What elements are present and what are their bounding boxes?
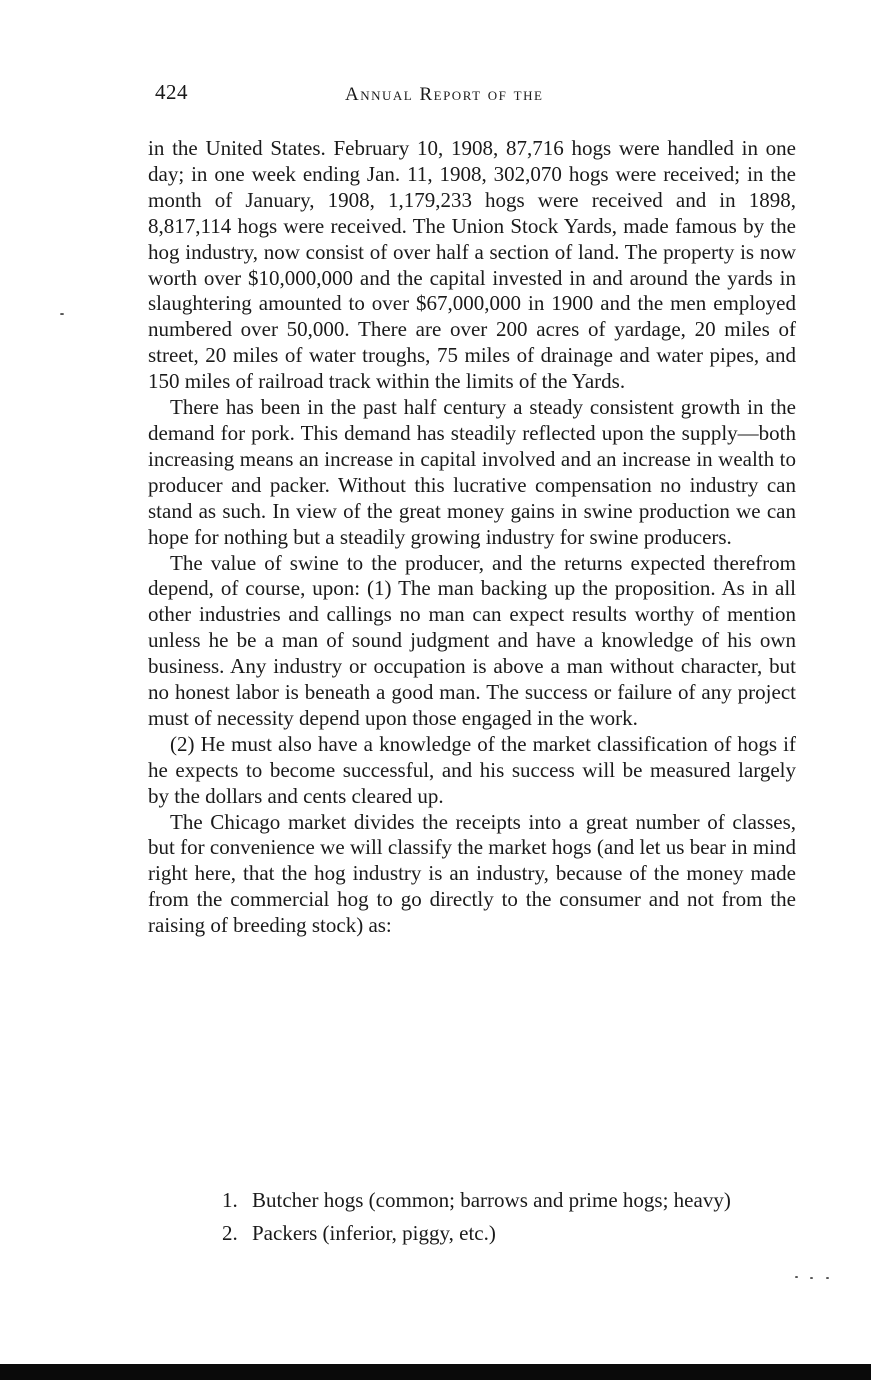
list-item-text: Butcher hogs (common; barrows and prime hogs; heavy) <box>252 1188 731 1212</box>
body-text <box>148 136 796 939</box>
paragraph-chicago-market: The Chicago market divides the receipts into a great number of classes, but for convenience we will classify the market hogs (and let us bear in mind right here, that the hog industry is an industry, because of the money made from the commercial hog to go directly to the consumer and not from the raising of breeding stock) as: <box>148 809 796 938</box>
list-item-number: 2. <box>222 1220 238 1245</box>
list-item <box>222 1188 784 1214</box>
hog-class-list <box>222 1188 784 1254</box>
paragraph-value-of-swine: The value of swine to the producer, and the returns expected therefrom depend, of course, upon: (1) The man backing up the proposition. As in all other industries and callings no man can expect results worthy of mention unless he be a man of sound judgment and have a knowledge of his own business. Any industry or occupation is above a man without character, but no honest labor is beneath a good man. The success or failure of any project must of necessity depend upon those engaged in the work. <box>148 550 796 730</box>
scan-border-bottom <box>0 1364 871 1380</box>
running-head: Annual Report of the <box>345 84 544 105</box>
paragraph-continuation: in the United States. February 10, 1908, 87,716 hogs were handled in one day; in one week ending Jan. 11, 1908, 302,070 hogs were received; in the month of January, 1908, 1,179,233 hogs were received and in 1898, 8,817,114 hogs were received. The Union Stock Yards, made famous by the hog industry, now consist of over half a section of land. The property is now worth over $10,000,000 and the capital invested in and around the yards in slaughtering amounted to over $67,000,000 in 1900 and the men employed numbered over 50,000. There are over 200 acres of yardage, 20 miles of street, 20 miles of water troughs, 75 miles of drainage and water pipes, and 150 miles of railroad track within the limits of the Yards. <box>148 136 796 394</box>
scan-speck <box>810 1277 813 1279</box>
page-number: 424 <box>155 80 188 104</box>
paragraph-market-classification: (2) He must also have a knowledge of the market classification of hogs if he expects to become successful, and his success will be measured largely by the dollars and cents cleared up. <box>148 731 796 808</box>
paragraph-pork-demand: There has been in the past half century a steady consistent growth in the demand for pork. This demand has steadily reflected upon the supply—both increasing means an increase in capital involved and an increase in wealth to producer and packer. Without this lucrative compensation no industry can stand as such. In view of the great money gains in swine production we can hope for nothing but a steadily growing industry for swine producers. <box>148 395 796 549</box>
list-item-number: 1. <box>222 1188 238 1212</box>
list-item <box>222 1221 784 1247</box>
list-item-text: Packers (inferior, piggy, etc.) <box>252 1220 496 1245</box>
scan-speck <box>826 1277 829 1279</box>
scan-speck <box>795 1276 798 1278</box>
scan-speck <box>60 313 64 315</box>
